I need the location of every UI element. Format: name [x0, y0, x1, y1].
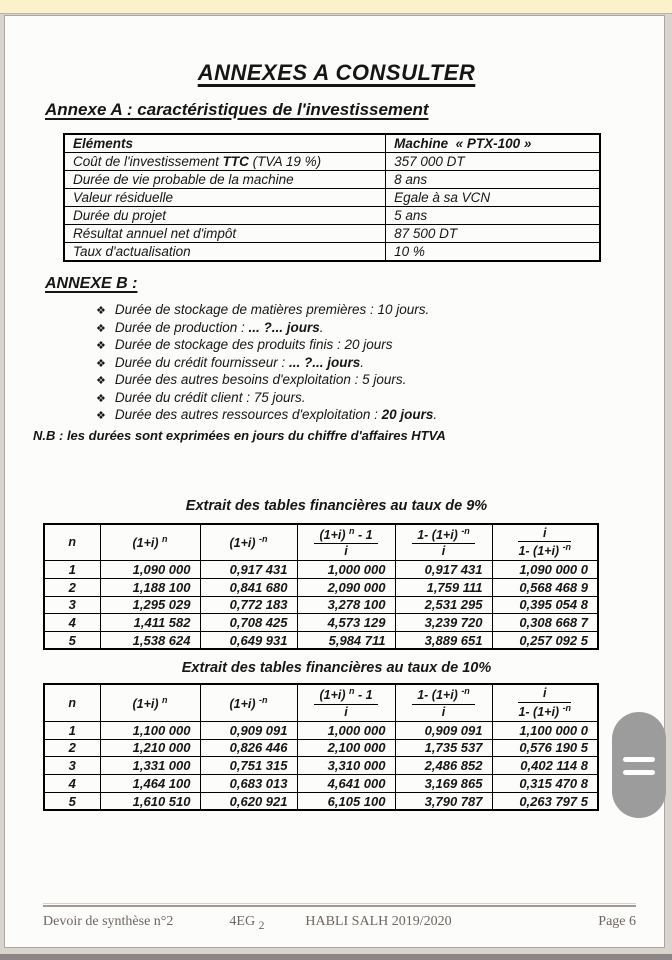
table-cell-label: Durée du projet [64, 207, 386, 225]
cell-annuity-pv: 1,759 111 [395, 578, 492, 596]
col-annuity-pv: $\frac{1- (1+i) ^{-n}}{i}$ [395, 524, 492, 561]
table-row [64, 153, 600, 171]
col-annuity-pv: $\frac{1- (1+i) ^{-n}}{i}$ [395, 684, 492, 721]
viewer-top-bar [0, 0, 672, 14]
diamond-bullet-icon: ❖ [96, 305, 106, 317]
list-item [96, 390, 628, 408]
list-item [96, 337, 628, 355]
list-item-text: Durée de production : ... ?... jours. [114, 319, 324, 335]
annexe-a-heading: Annexe A : caractéristiques de l'investissement [45, 100, 429, 119]
cell-annuity-pv: 2,531 295 [395, 596, 492, 614]
cell-capital-recovery: 0,315 470 8 [492, 775, 598, 793]
table-row [44, 614, 598, 632]
cell-capital-recovery: 0,257 092 5 [492, 632, 598, 650]
financial-table-10pct-section [45, 660, 628, 811]
col-discount: (1+i) $^{-n}$ [200, 684, 297, 721]
cell-compound: 1,210 000 [100, 739, 200, 757]
cell-annuity-fv: 2,100 000 [297, 739, 395, 757]
col-annuity-fv: $\frac{(1+i) ^n - 1}{i}$ [297, 524, 395, 561]
table-row [44, 596, 598, 614]
cell-annuity-fv: 5,984 711 [297, 632, 395, 650]
table-row [44, 632, 598, 650]
cell-discount: 0,841 680 [200, 578, 297, 596]
cell-discount: 0,683 013 [200, 775, 297, 793]
cell-annuity-fv: 4,641 000 [297, 775, 395, 793]
col-compound: (1+i) $^n$ [100, 524, 200, 561]
table-cell-value: 10 % [386, 243, 600, 262]
document-page [4, 15, 665, 948]
cell-annuity-fv: 4,573 129 [297, 614, 395, 632]
page-footer [43, 903, 636, 932]
list-item [96, 320, 628, 338]
table-row [44, 739, 598, 757]
list-item [96, 407, 628, 425]
cell-n: 4 [44, 775, 100, 793]
investment-table [63, 133, 601, 262]
list-item [96, 302, 628, 320]
table-cell-value: Egale à sa VCN [386, 189, 600, 207]
cell-capital-recovery: 0,308 668 7 [492, 614, 598, 632]
cell-n: 3 [44, 757, 100, 775]
col-n: n [44, 684, 100, 721]
fin-header-row [44, 684, 598, 721]
cell-capital-recovery: 1,100 000 0 [492, 721, 598, 739]
financial-table-10pct [43, 683, 599, 811]
cell-n: 1 [44, 721, 100, 739]
list-item [96, 372, 628, 390]
table-cell-value: 87 500 DT [386, 225, 600, 243]
table-header-row [64, 134, 600, 153]
cell-discount: 0,620 921 [200, 792, 297, 810]
cell-compound: 1,090 000 [100, 560, 200, 578]
cell-compound: 1,464 100 [100, 775, 200, 793]
cell-annuity-pv: 3,790 787 [395, 792, 492, 810]
fin-header-row [44, 524, 598, 561]
table-row [44, 775, 598, 793]
financial-table-9pct [43, 523, 599, 651]
diamond-bullet-icon: ❖ [96, 340, 106, 352]
cell-annuity-pv: 0,917 431 [395, 560, 492, 578]
table-cell-label: Valeur résiduelle [64, 189, 386, 207]
list-item [96, 355, 628, 373]
cell-n: 4 [44, 614, 100, 632]
grip-lines-icon [623, 770, 655, 775]
grip-lines-icon [623, 757, 655, 762]
cell-compound: 1,538 624 [100, 632, 200, 650]
cell-n: 3 [44, 596, 100, 614]
table-cell-value: 8 ans [386, 171, 600, 189]
cell-annuity-fv: 6,105 100 [297, 792, 395, 810]
list-item-text: Durée du crédit fournisseur : ... ?... jours. [114, 354, 364, 370]
cell-discount: 0,917 431 [200, 560, 297, 578]
cell-compound: 1,411 582 [100, 614, 200, 632]
col-discount: (1+i) $^{-n}$ [200, 524, 297, 561]
diamond-bullet-icon: ❖ [96, 392, 106, 405]
cell-discount: 0,909 091 [200, 721, 297, 739]
table-row [64, 189, 600, 207]
cell-capital-recovery: 1,090 000 0 [492, 560, 598, 578]
cell-annuity-pv: 1,735 537 [395, 739, 492, 757]
cell-discount: 0,772 183 [200, 596, 297, 614]
col-n: n [44, 524, 100, 561]
cell-discount: 0,751 315 [200, 757, 297, 775]
footer-author-year: HABLI SALH 2019/2020 [305, 914, 452, 929]
footer-doc-title: Devoir de synthèse n°2 [43, 914, 174, 929]
cell-annuity-fv: 2,090 000 [297, 578, 395, 596]
diamond-bullet-icon: ❖ [96, 375, 106, 387]
cell-compound: 1,295 029 [100, 596, 200, 614]
list-item-text: Durée des autres besoins d'exploitation : 5 jours. [114, 372, 407, 387]
cell-compound: 1,188 100 [100, 578, 200, 596]
annexe-b-heading: ANNEXE B : [45, 275, 138, 292]
table-row [64, 243, 600, 262]
cell-n: 2 [44, 739, 100, 757]
col-capital-recovery: $\frac{i}{1- (1+i) ^{-n}}$ [492, 684, 598, 721]
table-row [44, 721, 598, 739]
cell-annuity-pv: 0,909 091 [395, 721, 492, 739]
cell-annuity-fv: 1,000 000 [297, 560, 395, 578]
footer-page-number: Page 6 [598, 914, 636, 929]
table-row [44, 757, 598, 775]
header-elements: Eléments [64, 134, 386, 153]
header-machine: Machine « PTX-100 » [386, 134, 600, 153]
cell-discount: 0,708 425 [200, 614, 297, 632]
cell-annuity-fv: 3,278 100 [297, 596, 395, 614]
investment-table-body [64, 153, 600, 262]
table-cell-label: Résultat annuel net d'impôt [64, 225, 386, 243]
table-row [64, 225, 600, 243]
diamond-bullet-icon: ❖ [96, 357, 106, 370]
cell-annuity-pv: 2,486 852 [395, 757, 492, 775]
cell-annuity-fv: 1,000 000 [297, 721, 395, 739]
table-row [44, 792, 598, 810]
table-row [44, 560, 598, 578]
fin-10pct-body [44, 721, 598, 810]
cell-compound: 1,610 510 [100, 792, 200, 810]
cell-compound: 1,100 000 [100, 721, 200, 739]
cell-capital-recovery: 0,402 114 8 [492, 757, 598, 775]
cell-annuity-pv: 3,889 651 [395, 632, 492, 650]
cell-annuity-fv: 3,310 000 [297, 757, 395, 775]
nb-note: N.B : les durées sont exprimées en jours du chiffre d'affaires HTVA [33, 427, 446, 443]
cell-capital-recovery: 0,576 190 5 [492, 739, 598, 757]
duration-list [45, 302, 628, 425]
table-cell-label: Taux d'actualisation [64, 243, 386, 262]
list-item-text: Durée de stockage des produits finis : 20 jours [114, 337, 393, 352]
table-cell-value: 5 ans [386, 207, 600, 225]
col-annuity-fv: $\frac{(1+i) ^n - 1}{i}$ [297, 684, 395, 721]
cell-discount: 0,649 931 [200, 632, 297, 650]
viewer-bottom-bar [0, 954, 672, 960]
cell-discount: 0,826 446 [200, 739, 297, 757]
page-content [5, 16, 664, 811]
cell-n: 5 [44, 632, 100, 650]
financial-table-9pct-section [45, 498, 628, 651]
list-item-text: Durée des autres ressources d'exploitation : 20 jours. [114, 407, 438, 422]
cell-capital-recovery: 0,395 054 8 [492, 596, 598, 614]
table-cell-label: Durée de vie probable de la machine [64, 171, 386, 189]
list-item-text: Durée du crédit client : 75 jours. [114, 389, 306, 405]
col-compound: (1+i) $^n$ [100, 684, 200, 721]
financial-table-9pct-title: Extrait des tables financières au taux de 9% [185, 497, 488, 514]
financial-table-10pct-title: Extrait des tables financières au taux de 10% [181, 660, 492, 677]
cell-n: 1 [44, 560, 100, 578]
cell-annuity-pv: 3,239 720 [395, 614, 492, 632]
footer-divider [43, 903, 636, 907]
footer-class: 4EG $_2$ [229, 914, 265, 932]
table-row [64, 171, 600, 189]
scroll-handle[interactable] [612, 712, 666, 818]
cell-capital-recovery: 0,263 797 5 [492, 792, 598, 810]
cell-capital-recovery: 0,568 468 9 [492, 578, 598, 596]
table-cell-value: 357 000 DT [386, 153, 600, 171]
cell-annuity-pv: 3,169 865 [395, 775, 492, 793]
diamond-bullet-icon: ❖ [96, 410, 106, 422]
table-cell-label: Coût de l'investissement TTC (TVA 19 %) [64, 153, 386, 171]
cell-n: 2 [44, 578, 100, 596]
table-row [64, 207, 600, 225]
diamond-bullet-icon: ❖ [96, 322, 106, 335]
list-item-text: Durée de stockage de matières premières : 10 jours. [114, 302, 430, 317]
table-row [44, 578, 598, 596]
cell-n: 5 [44, 792, 100, 810]
col-capital-recovery: $\frac{i}{1- (1+i) ^{-n}}$ [492, 524, 598, 561]
page-title: ANNEXES A CONSULTER [197, 60, 476, 85]
cell-compound: 1,331 000 [100, 757, 200, 775]
fin-9pct-body [44, 560, 598, 649]
